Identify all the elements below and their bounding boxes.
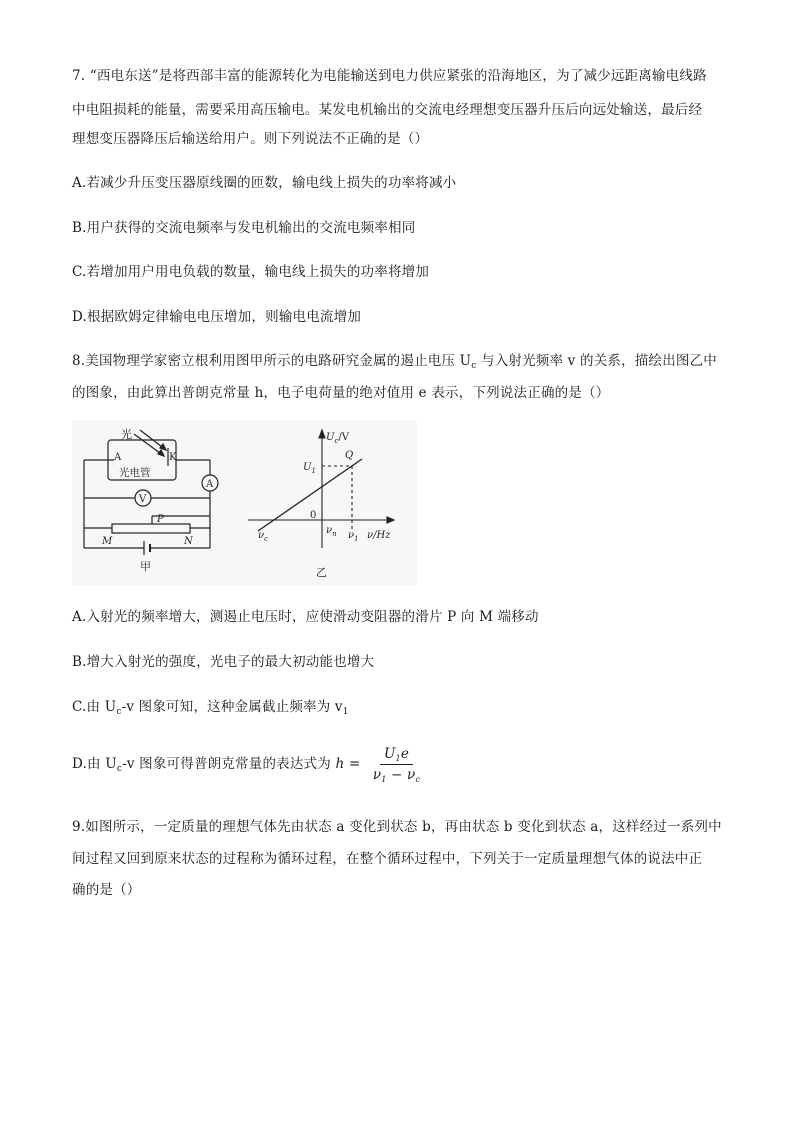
q7-option-c: C.若增加用户用电负载的数量，输电线上损失的功率将增加 [72, 264, 430, 280]
q8-option-c [72, 697, 732, 717]
light-arrowhead-2 [160, 444, 166, 450]
v1-label: $\nu_1$ [348, 530, 359, 543]
label-m: M [102, 536, 113, 547]
fraction-numerator: $U_1e$ [380, 745, 413, 765]
label-yi: 乙 [316, 566, 327, 579]
q8-figure [72, 420, 417, 585]
q8-option-d [72, 742, 732, 786]
fraction-denominator: $\nu_1 - \nu_c$ [372, 767, 421, 784]
q8-stem-line1-sub: c [471, 361, 477, 371]
q9-stem-line1: 9.如图所示，一定质量的理想气体先由状态 a 变化到状态 b，再由状态 b 变化到状态 a，这样经过一系列中 [72, 819, 722, 835]
label-voltmeter: V [139, 494, 147, 505]
label-n: N [184, 536, 193, 547]
origin-label: 0 [310, 510, 317, 521]
vn-label: $\nu_n$ [326, 525, 337, 538]
x-axis-arrow [387, 517, 394, 523]
planck-fraction [369, 745, 424, 784]
label-ammeter: A [206, 479, 214, 490]
u1-label: $U_1$ [303, 462, 316, 475]
light-arrowhead-1 [158, 450, 164, 456]
q8-option-a: A.入射光的频率增大，测遏止电压时，应使滑动变阻器的滑片 P 向 M 端移动 [72, 609, 539, 625]
q8-option-c-part2: -v 图象可知，这种金属截止频率为 v [121, 699, 343, 715]
label-phototube: 光电管 [119, 467, 151, 479]
q8-option-d-sub1: c [116, 764, 123, 774]
q8-option-d-part1: D.由 U [72, 756, 117, 772]
q7-stem-line2: 中电阻损耗的能量，需要采用高压输电。某发电机输出的交流电经理想变压器升压后向远处输送，最后经 [72, 102, 703, 118]
label-jia: 甲 [140, 560, 151, 573]
q8-option-d-part2: -v 图象可得普朗克常量的表达式为 [122, 756, 336, 772]
label-anode-a: A [114, 452, 122, 463]
vc-label: $\nu_c$ [258, 530, 269, 543]
q9-stem-line3: 确的是（） [72, 882, 141, 898]
q8-figure-svg [72, 420, 417, 585]
q8-option-d-h: h = [335, 756, 361, 772]
q7-option-a: A.若减少升压变压器原线圈的匝数，输电线上损失的功率将减小 [72, 175, 457, 191]
q8-option-b: B.增大入射光的强度，光电子的最大初动能也增大 [72, 654, 375, 670]
q8-stem-line1-part2: 与入射光频率 v 的关系，描绘出图乙中 [476, 353, 717, 369]
q8-option-c-sub2: 1 [342, 707, 349, 717]
q7-option-b: B.用户获得的交流电频率与发电机输出的交流电频率相同 [72, 220, 416, 236]
label-cathode-k: K [169, 452, 177, 463]
q9-stem-line2: 间过程又回到原来状态的过程称为循环过程，在整个循环过程中，下列关于一定质量理想气体的说法中正 [72, 851, 703, 867]
q7-stem-line1: 7. “西电东送”是将西部丰富的能源转化为电能输送到电力供应紧张的沿海地区，为了减少远距离输电线路 [72, 68, 707, 84]
y-axis-label: $U_c/V$ [326, 432, 349, 445]
y-axis-arrow [319, 430, 325, 438]
q8-option-c-part1: C.由 U [72, 699, 117, 715]
q8-stem-line2: 的图象，由此算出普朗克常量 h，电子电荷量的绝对值用 e 表示，下列说法正确的是（） [72, 385, 610, 401]
q8-stem-line1 [72, 351, 732, 371]
label-p: P [157, 514, 164, 525]
q8-stem-line1-part1: 8.美国物理学家密立根利用图甲所示的电路研究金属的遏止电压 U [72, 353, 472, 369]
label-light: 光 [121, 428, 132, 441]
rheostat [112, 524, 190, 533]
q7-option-d: D.根据欧姆定律输电电压增加，则输电电流增加 [72, 309, 362, 325]
q8-option-c-sub1: c [116, 707, 122, 717]
q7-stem-line3: 理想变压器降压后输送给用户。则下列说法不正确的是（） [72, 131, 429, 147]
point-q-label: Q [345, 450, 354, 461]
x-axis-label: ν/Hz [367, 530, 391, 541]
